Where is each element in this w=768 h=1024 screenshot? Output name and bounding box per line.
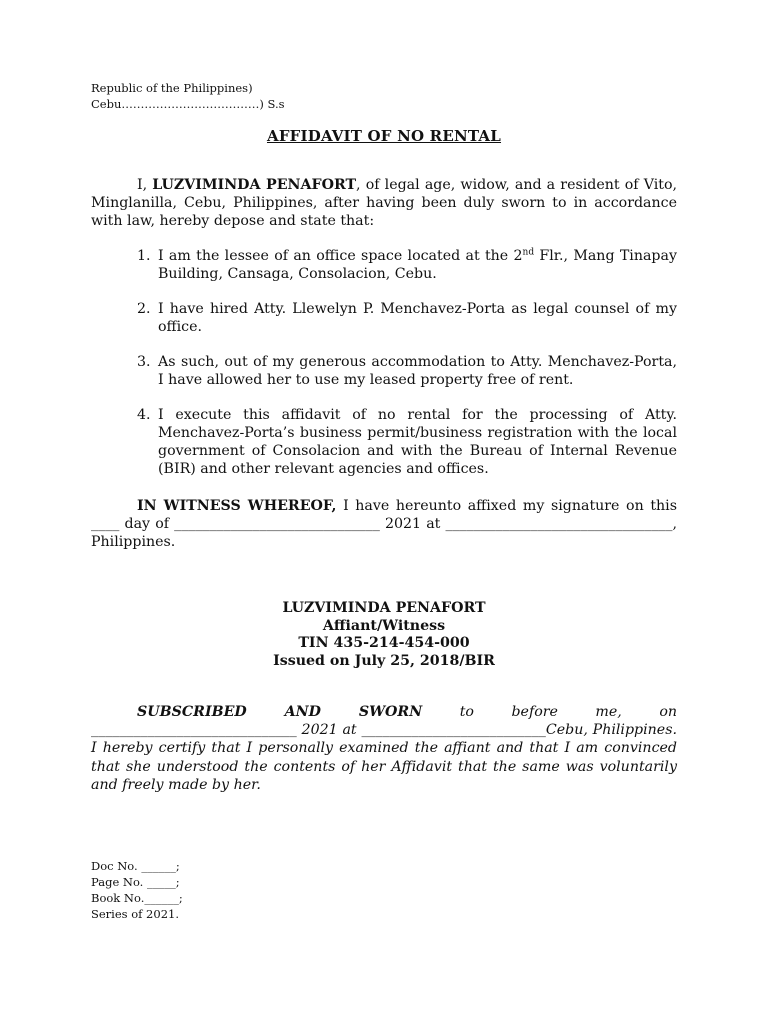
intro-text: , of legal age, widow, and a resident of Vito, Minglanilla, Cebu, Philippines, after having been duly sworn to in accordance with law, hereby depose and state that: bbox=[91, 177, 678, 229]
tin-issued-date: Issued on July 25, 2018/BIR bbox=[273, 652, 495, 669]
statement-item bbox=[91, 406, 677, 478]
jurat-paragraph bbox=[91, 703, 677, 794]
witness-lead: IN WITNESS WHEREOF, bbox=[137, 498, 337, 514]
intro-paragraph bbox=[91, 176, 677, 230]
statement-text: I am the lessee of an office space located at the 2 bbox=[158, 248, 523, 264]
statement-list bbox=[91, 247, 677, 495]
signatory-tin: TIN 435-214-454-000 bbox=[298, 635, 470, 651]
book-number: Book No.______; bbox=[91, 891, 183, 905]
statement-text: As such, out of my generous accommodation to Atty. Menchavez-Porta, I have allowed her to use my leased property free of rent. bbox=[158, 354, 677, 388]
statement-item bbox=[91, 353, 677, 389]
document-title: AFFIDAVIT OF NO RENTAL bbox=[266, 127, 502, 145]
statement-text: I execute this affidavit of no rental for the processing of Atty. Menchavez-Porta’s business permit/business registration with the local government of Consolacion and with the Bureau of Internal Revenue (BIR) and other relevant agencies and offices. bbox=[158, 407, 677, 477]
notarial-register bbox=[91, 858, 183, 922]
jurat-lead: SUBSCRIBED AND SWORN bbox=[137, 704, 423, 720]
witness-paragraph bbox=[91, 497, 677, 551]
statement-item bbox=[91, 300, 677, 336]
statement-text-continued: Flr., Mang Tinapay Building, Cansaga, Consolacion, Cebu. bbox=[158, 248, 677, 282]
witness-text: I have hereunto affixed my signature on this ____ day of _____________________________ 2021 at ________________________________, Philippines. bbox=[91, 498, 677, 550]
series-year: Series of 2021. bbox=[91, 907, 179, 921]
doc-number: Doc No. ______; bbox=[91, 859, 180, 873]
affiant-name: LUZVIMINDA PENAFORT bbox=[152, 177, 357, 193]
statement-number: 4. bbox=[137, 407, 151, 423]
page-number: Page No. _____; bbox=[91, 875, 180, 889]
signatory-role: Affiant/Witness bbox=[322, 617, 446, 634]
intro-prefix: I, bbox=[137, 177, 153, 193]
venue-republic: Republic of the Philippines) bbox=[91, 81, 253, 95]
statement-number: 1. bbox=[137, 248, 151, 264]
venue-block bbox=[91, 80, 285, 112]
statement-number: 2. bbox=[137, 301, 151, 317]
ordinal-suffix: nd bbox=[522, 247, 535, 258]
statement-text: I have hired Atty. Llewelyn P. Menchavez-Porta as legal counsel of my office. bbox=[158, 301, 677, 335]
statement-number: 3. bbox=[137, 354, 151, 370]
jurat-text: to before me, on _____________________________ 2021 at __________________________Cebu, Philippines. I hereby certify that I personally examined the affiant and that I am convinced that she understood the contents of her Affidavit that the same was voluntarily and freely made by her. bbox=[91, 704, 677, 793]
statement-item bbox=[91, 247, 677, 283]
signature-block bbox=[0, 600, 768, 670]
signatory-name: LUZVIMINDA PENAFORT bbox=[282, 600, 486, 616]
venue-city: Cebu………………………………) S.s bbox=[91, 97, 285, 111]
